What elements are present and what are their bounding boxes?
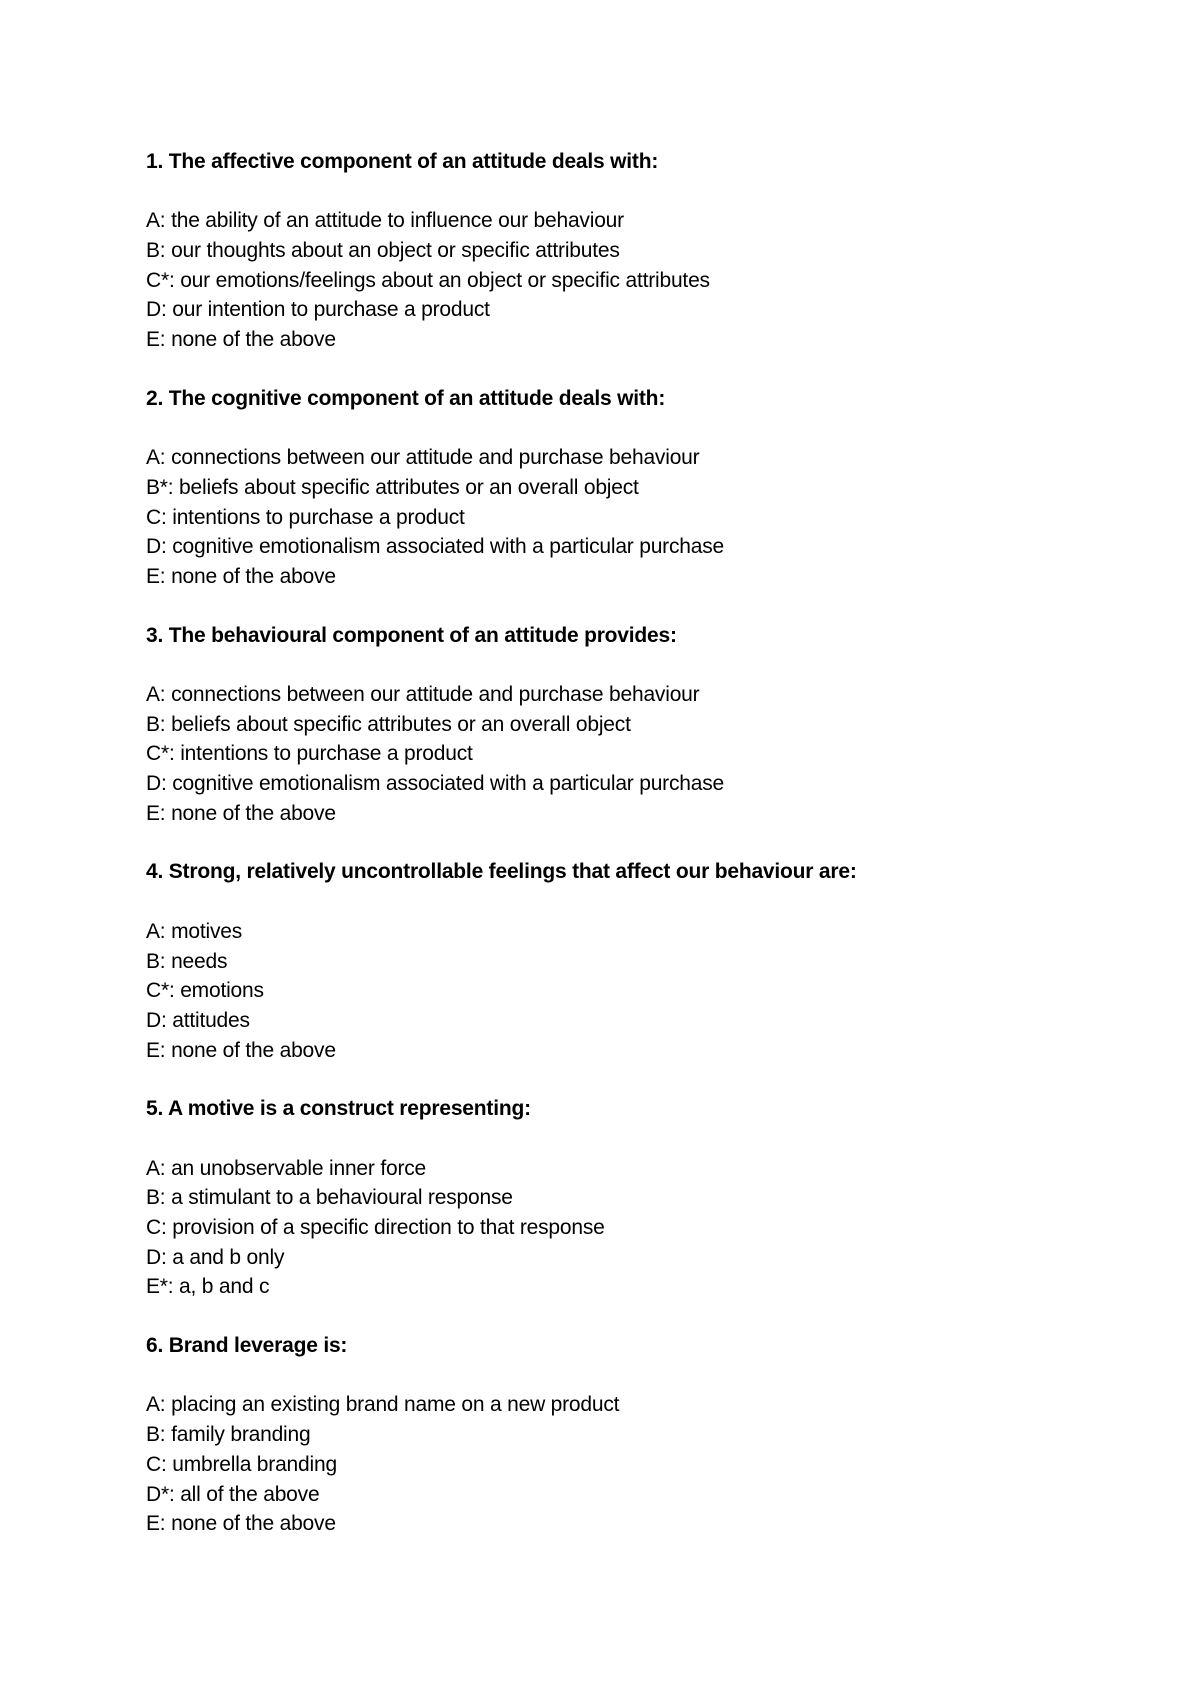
question-title: 2. The cognitive component of an attitude deals with: (146, 386, 666, 410)
question-6 (146, 1331, 1146, 1539)
answer-options (146, 1154, 1146, 1302)
answer-option: C: provision of a specific direction to that response (146, 1216, 605, 1239)
answer-option: A: placing an existing brand name on a new product (146, 1393, 620, 1417)
answer-option: E: none of the above (146, 328, 336, 352)
question-title: 3. The behavioural component of an attitude provides: (146, 623, 677, 647)
answer-options (146, 206, 1146, 354)
answer-option: A: an unobservable inner force (146, 1156, 427, 1180)
answer-option: C*: intentions to purchase a product (146, 742, 473, 766)
answer-option: B*: beliefs about specific attributes or an overall object (146, 475, 639, 499)
answer-option: D: attitudes (146, 1008, 250, 1032)
answer-options (146, 680, 1146, 828)
answer-options (146, 917, 1146, 1065)
answer-option: D: our intention to purchase a product (146, 298, 490, 322)
answer-option: C: umbrella branding (146, 1452, 337, 1476)
answer-option: A: the ability of an attitude to influence our behaviour (146, 209, 624, 233)
answer-option: D: cognitive emotionalism associated with a particular purchase (146, 772, 725, 796)
question-5 (146, 1094, 1146, 1302)
question-title: 4. Strong, relatively uncontrollable feelings that affect our behaviour are: (146, 860, 857, 884)
answer-options (146, 443, 1146, 591)
question-4 (146, 857, 1146, 1065)
answer-option: D*: all of the above (146, 1482, 320, 1506)
answer-option: B: beliefs about specific attributes or an overall object (146, 712, 631, 736)
answer-option: C: intentions to purchase a product (146, 505, 465, 529)
answer-option: B: a stimulant to a behavioural response (146, 1186, 513, 1210)
answer-option: A: connections between our attitude and purchase behaviour (146, 446, 700, 470)
answer-option: E: none of the above (146, 1512, 336, 1536)
answer-option: E: none of the above (146, 801, 336, 825)
question-3 (146, 621, 1146, 829)
answer-options (146, 1390, 1146, 1538)
answer-option: A: motives (146, 919, 243, 943)
answer-option: D: a and b only (146, 1245, 285, 1269)
question-title: 6. Brand leverage is: (146, 1334, 348, 1358)
answer-option: C*: our emotions/feelings about an object or specific attributes (146, 268, 710, 292)
answer-option: E: none of the above (146, 1038, 336, 1062)
question-2 (146, 384, 1146, 592)
question-1 (146, 147, 1146, 355)
answer-option: B: our thoughts about an object or specific attributes (146, 239, 620, 263)
question-title: 5. A motive is a construct representing: (146, 1097, 531, 1121)
answer-option: A: connections between our attitude and purchase behaviour (146, 683, 700, 706)
answer-option: B: family branding (146, 1423, 311, 1447)
answer-option: E*: a, b and c (146, 1275, 270, 1299)
quiz-content (146, 147, 1146, 1568)
answer-option: C*: emotions (146, 979, 264, 1003)
answer-option: B: needs (146, 949, 228, 973)
answer-option: E: none of the above (146, 564, 336, 588)
answer-option: D: cognitive emotionalism associated with a particular purchase (146, 535, 725, 559)
question-title: 1. The affective component of an attitude deals with: (146, 150, 659, 173)
